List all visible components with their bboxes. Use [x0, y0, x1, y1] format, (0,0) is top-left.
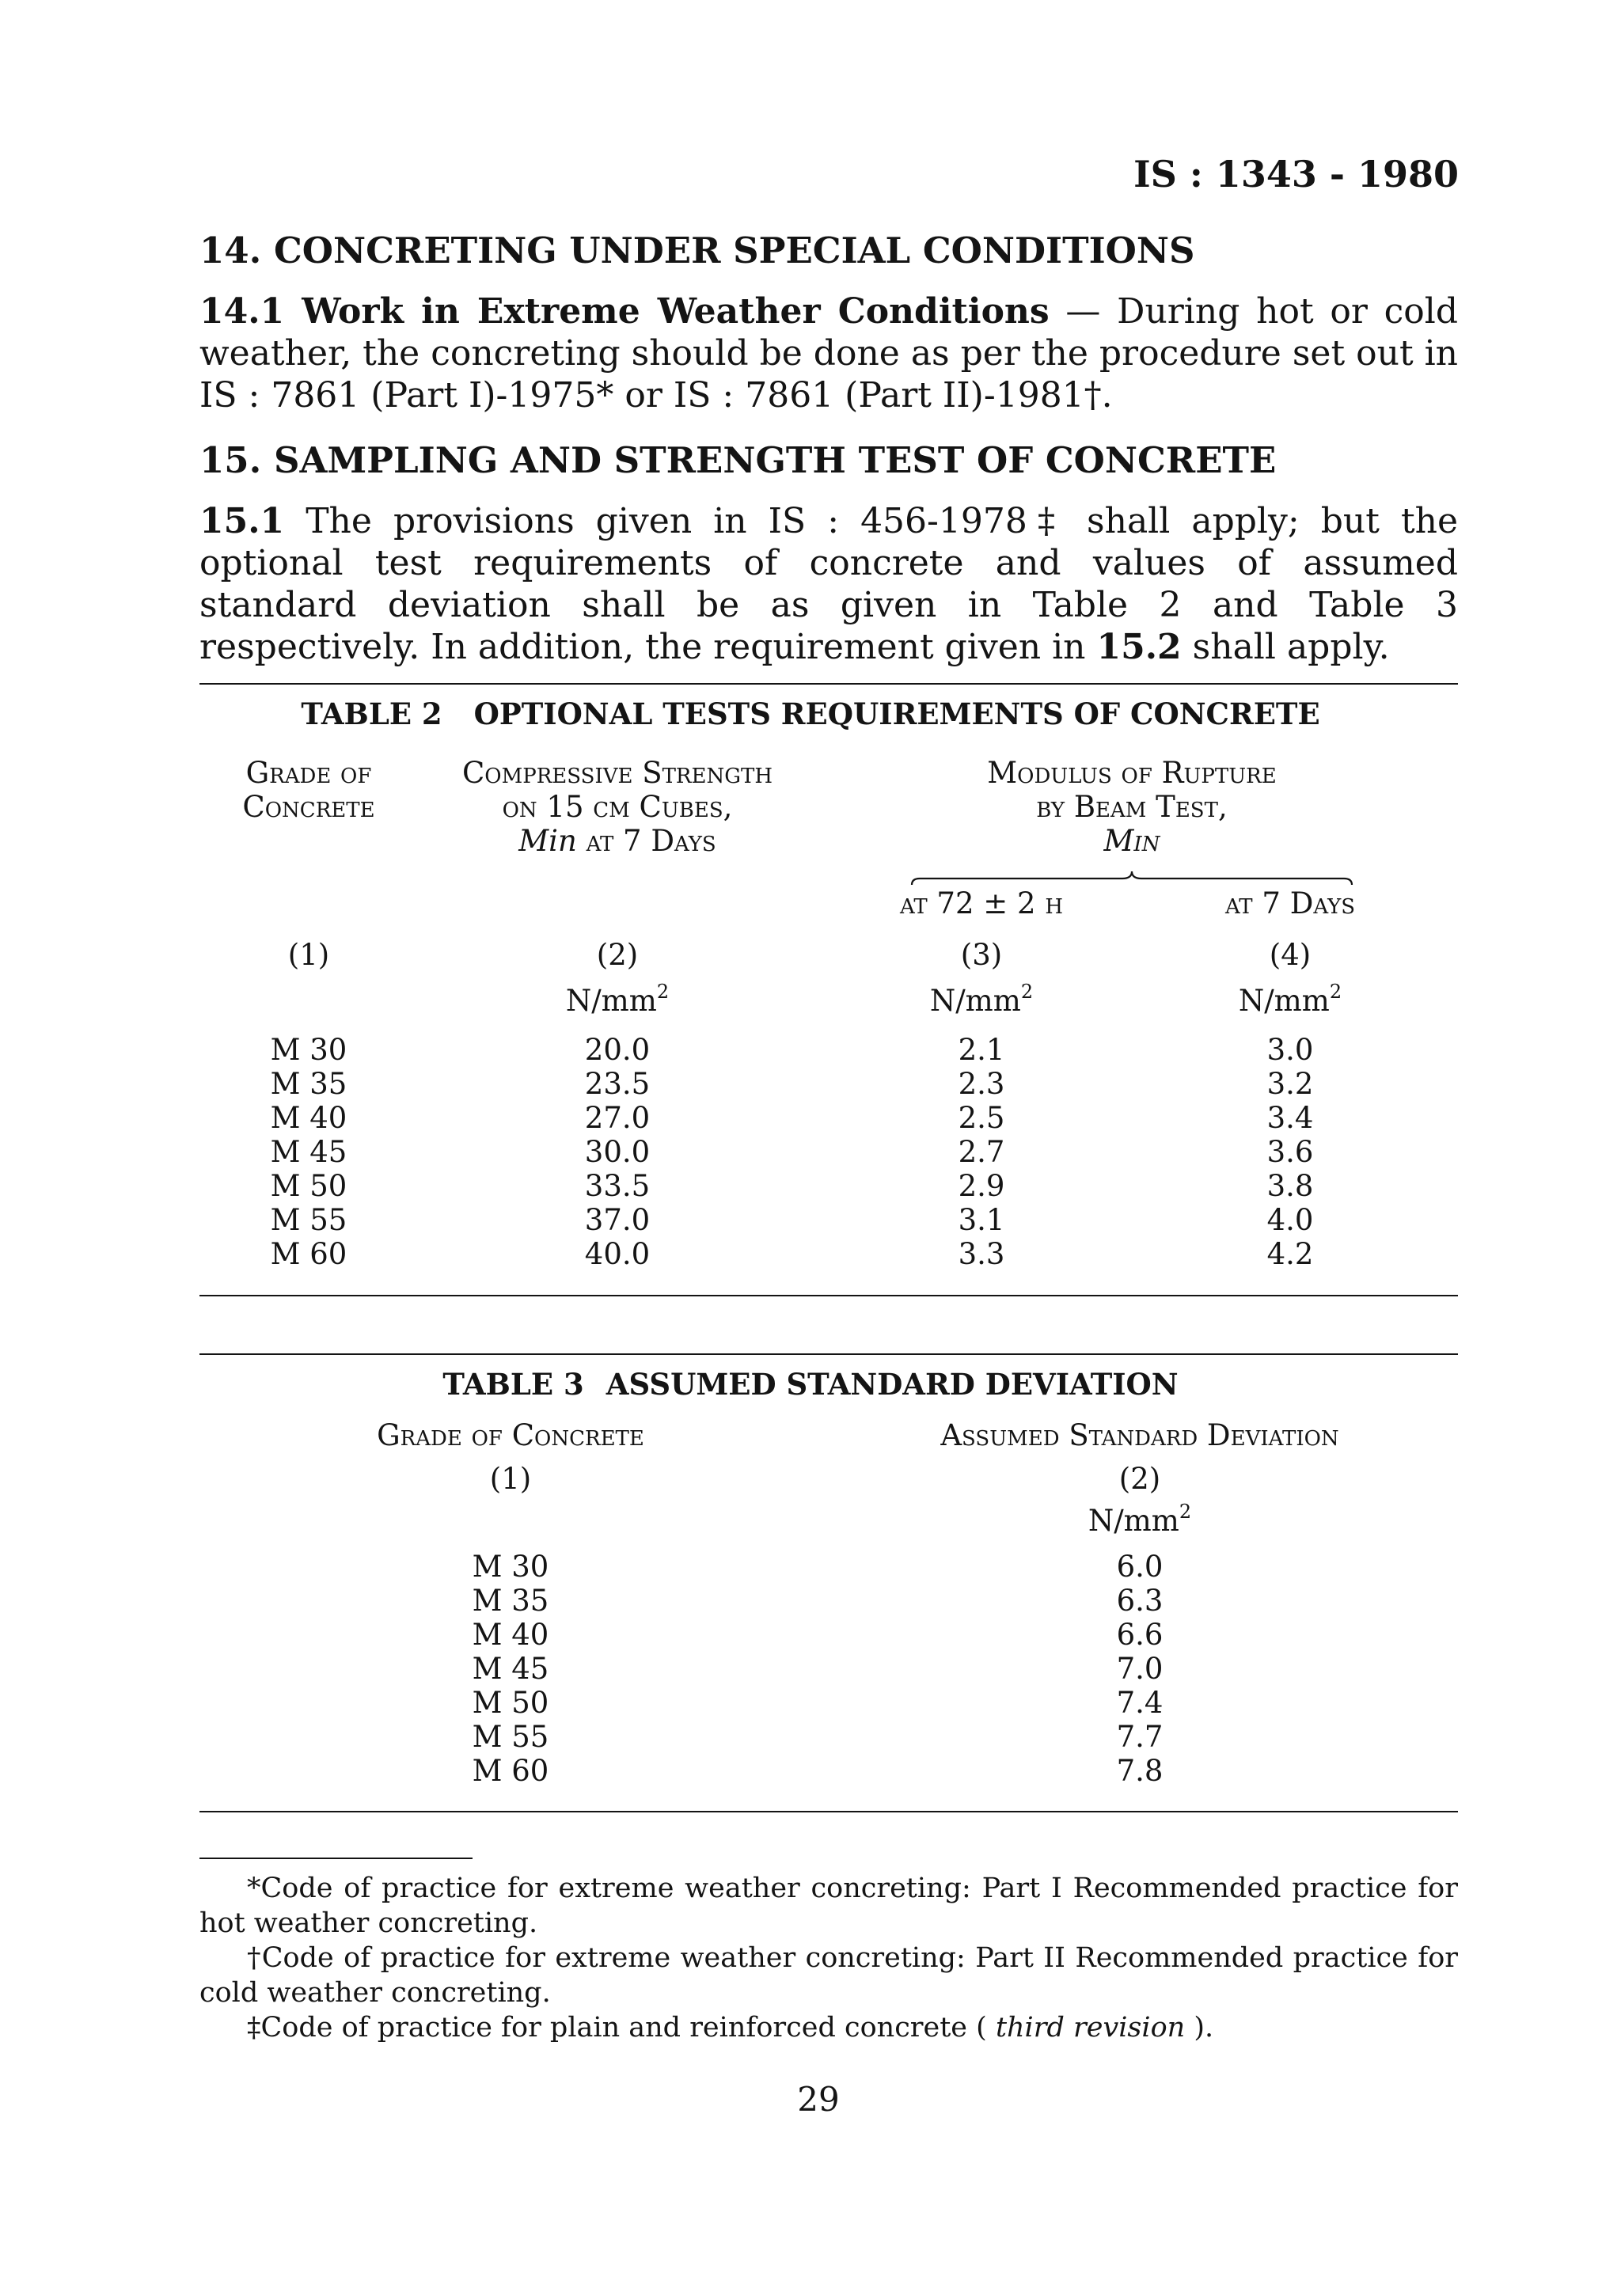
table-row: M 60 [472, 1754, 549, 1788]
table2-col-mod72 [902, 1033, 1061, 1271]
table2-head-modulus [894, 756, 1369, 858]
clause-15-1 [199, 500, 1458, 668]
table-row: M 30 [472, 1550, 549, 1584]
table-cell: 3.8 [1266, 1169, 1314, 1203]
clause-14-1-text: — During hot or cold weather, the concreting should be done as per the procedure set out in IS : 7861 (Part I)-1975* or IS : 7861 (Part II)-1981†. [199, 291, 1459, 416]
footnote-3-text-a: ‡Code of practice for plain and reinforced concrete ( [247, 2012, 996, 2044]
table2-unit-col3-text: N/mm [929, 984, 1021, 1018]
table-row: M 35 [270, 1067, 347, 1101]
table2-head-mod-line1: Modulus of Rupture [987, 756, 1277, 790]
table-cell: 3.0 [1266, 1033, 1314, 1067]
table2-unit-col2-text: N/mm [565, 984, 657, 1018]
table2-head-mod-line2: by Beam Test, [1036, 790, 1228, 824]
table-cell: 7.4 [1116, 1686, 1164, 1720]
table-cell: 2.5 [958, 1101, 1005, 1135]
clause-15-1-text-a: The provisions given in IS : 456-1978‡ shall apply; but the optional test requirements of concrete and values of assumed standard deviation shall be as given in Table 2 and Table 3 respectively. In addition, the requirement given in [199, 501, 1458, 667]
table3-col-grade [431, 1550, 590, 1788]
table-cell: 4.2 [1266, 1237, 1314, 1271]
table3-caption [0, 1367, 1621, 1402]
footnote-1: *Code of practice for extreme weather concreting: Part I Recommended practice for hot weather concreting. [199, 1873, 1458, 1939]
table3-colnum-2: (2) [1118, 1462, 1161, 1496]
table-cell: 2.1 [958, 1033, 1005, 1067]
table3-bottom-rule [199, 1811, 1458, 1812]
table-cell: 6.6 [1116, 1618, 1164, 1652]
table2-col-grade [230, 1033, 388, 1271]
table2-col-compressive [538, 1033, 697, 1271]
table2-head-mod-line3 [894, 824, 1369, 858]
table-cell: 30.0 [584, 1135, 651, 1169]
footnote-separator [199, 1858, 473, 1859]
table2-unit-col4-sup: 2 [1329, 981, 1342, 1003]
table2-head-compressive [427, 756, 807, 858]
table-cell: 7.0 [1116, 1652, 1164, 1686]
table2-caption-number: TABLE 2 [301, 696, 442, 731]
table3-caption-title: ASSUMED STANDARD DEVIATION [606, 1367, 1179, 1402]
table-cell: 33.5 [584, 1169, 651, 1203]
table-cell: 3.6 [1266, 1135, 1314, 1169]
table-cell: 23.5 [584, 1067, 651, 1101]
table2-head-comp-line3 [427, 824, 807, 858]
table2-colnum-3: (3) [960, 938, 1003, 972]
table-row: M 45 [472, 1652, 549, 1686]
table-row: M 55 [270, 1203, 347, 1237]
table2-caption-title: OPTIONAL TESTS REQUIREMENTS OF CONCRETE [473, 696, 1320, 731]
table-cell: 4.0 [1266, 1203, 1314, 1237]
table-row: M 45 [270, 1135, 347, 1169]
table-cell: 3.1 [958, 1203, 1005, 1237]
table2-colnum-2: (2) [596, 938, 639, 972]
clause-14-1-title: 14.1 Work in Extreme Weather Conditions [199, 291, 1050, 332]
table2-head-comp-days: at 7 Days [576, 824, 716, 858]
table2-sub-72h: at 72 ± 2 h [899, 886, 1064, 920]
table-row: M 55 [472, 1720, 549, 1754]
table-cell: 6.3 [1116, 1584, 1164, 1618]
table-cell: 20.0 [584, 1033, 651, 1067]
footnote-3 [199, 2010, 1458, 2045]
table2-colnum-4: (4) [1269, 938, 1312, 972]
table-row: M 40 [270, 1101, 347, 1135]
clause-15-1-text-b: shall apply. [1181, 627, 1390, 667]
table2-caption [0, 696, 1621, 731]
table-row: M 50 [270, 1169, 347, 1203]
table2-unit-col3-sup: 2 [1020, 981, 1034, 1003]
table-cell: 27.0 [584, 1101, 651, 1135]
table2-head-grade [206, 756, 412, 824]
table2-head-comp-line1: Compressive Strength [461, 756, 773, 790]
table-row: M 40 [472, 1618, 549, 1652]
table-cell: 37.0 [584, 1203, 651, 1237]
table-row: M 50 [472, 1686, 549, 1720]
table-cell: 2.9 [958, 1169, 1005, 1203]
table-row: M 60 [270, 1237, 347, 1271]
table2-bottom-rule [199, 1295, 1458, 1296]
table2-colnum-1: (1) [287, 938, 330, 972]
footnote-2: †Code of practice for extreme weather concreting: Part II Recommended practice for cold weather concreting. [199, 1942, 1458, 2009]
clause-14-1 [199, 290, 1458, 416]
table-cell: 2.7 [958, 1135, 1005, 1169]
table-row: M 35 [472, 1584, 549, 1618]
table-cell: 3.4 [1266, 1101, 1314, 1135]
table2-sub-7days: at 7 Days [1224, 886, 1356, 920]
table2-head-grade-line1: Grade of [245, 756, 372, 790]
table2-unit-col4-text: N/mm [1238, 984, 1330, 1018]
table2-head-grade-line2: Concrete [242, 790, 375, 824]
clause-15-2-ref: 15.2 [1096, 627, 1182, 667]
section-14-heading: 14. CONCRETING UNDER SPECIAL CONDITIONS [199, 230, 1195, 271]
table2-modulus-brace [910, 869, 1353, 886]
table2-top-rule [199, 683, 1458, 685]
page-number: 29 [797, 2080, 840, 2119]
section-15-heading: 15. SAMPLING AND STRENGTH TEST OF CONCRETE [199, 439, 1277, 481]
table-cell: 3.3 [958, 1237, 1005, 1271]
table2-unit-col4 [1211, 981, 1369, 1018]
table2-head-comp-line2: on 15 cm Cubes, [502, 790, 733, 824]
table3-head-grade: Grade of Concrete [377, 1418, 644, 1452]
table3-col-deviation [1061, 1550, 1219, 1788]
table2-head-mod-min: Min [1103, 824, 1160, 858]
table2-unit-col3 [902, 981, 1061, 1018]
table3-top-rule [199, 1353, 1458, 1355]
table3-colnum-1: (1) [489, 1462, 532, 1496]
table3-unit-text: N/mm [1088, 1504, 1179, 1538]
table3-unit-sup: 2 [1179, 1501, 1192, 1523]
table3-caption-number: TABLE 3 [442, 1367, 584, 1402]
table-row: M 30 [270, 1033, 347, 1067]
table-cell: 7.7 [1116, 1720, 1164, 1754]
table-cell: 3.2 [1266, 1067, 1314, 1101]
table2-col-mod7 [1211, 1033, 1369, 1271]
table-cell: 7.8 [1116, 1754, 1164, 1788]
table2-unit-col2-sup: 2 [656, 981, 670, 1003]
table3-unit [1061, 1501, 1219, 1538]
table-cell: 2.3 [958, 1067, 1005, 1101]
table-cell: 6.0 [1116, 1550, 1164, 1584]
table2-unit-col2 [538, 981, 697, 1018]
footnote-3-text-c: ). [1185, 2012, 1214, 2044]
table2-head-comp-min: Min [518, 824, 577, 858]
clause-15-1-number: 15.1 [199, 501, 285, 541]
table3-head-deviation: Assumed Standard Deviation [940, 1418, 1339, 1452]
table-cell: 40.0 [584, 1237, 651, 1271]
standard-number: IS : 1343 - 1980 [1133, 153, 1459, 195]
footnote-3-italic: third revision [995, 2012, 1186, 2044]
